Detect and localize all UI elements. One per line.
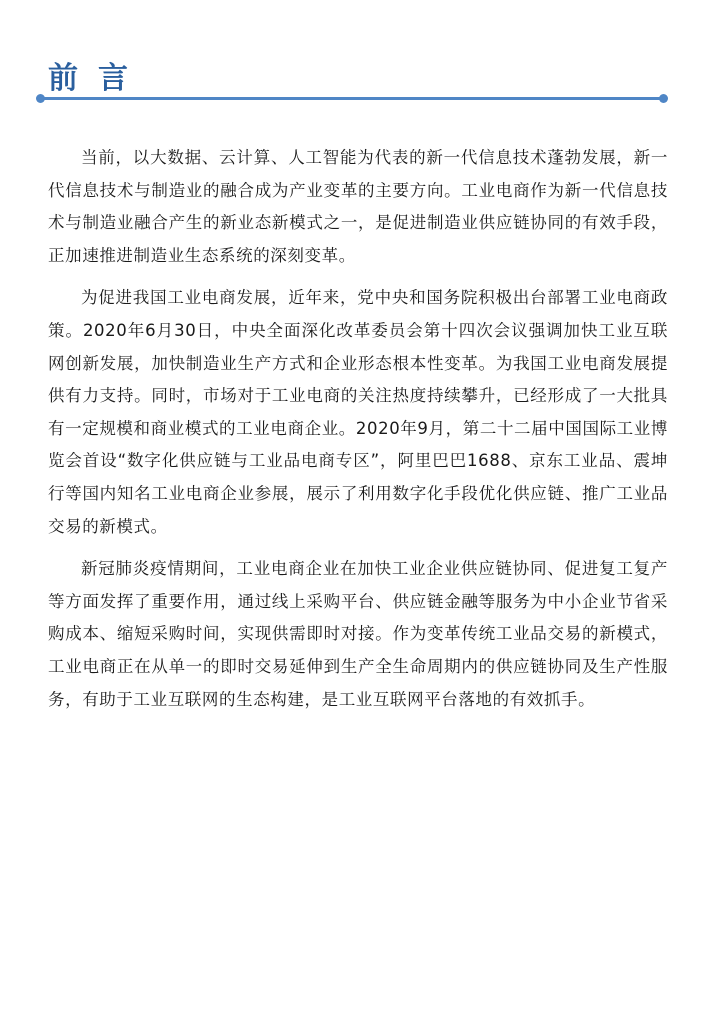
paragraph-2: 为促进我国工业电商发展，近年来，党中央和国务院积极出台部署工业电商政策。2020年6月30日，中央全面深化改革委员会第十四次会议强调加快工业互联网创新发展，加快制造业生产方式和企业形态根本性变革。为我国工业电商发展提供有力支持。同时，市场对于工业电商的关注热度持续攀升，已经形成了一大批具有一定规模和商业模式的工业电商企业。2020年9月，第二十二届中国国际工业博览会首设“数字化供应链与工业品电商专区”，阿里巴巴1688、京东工业品、震坤行等国内知名工业电商企业参展，展示了利用数字化手段优化供应链、推广工业品交易的新模式。	[48, 288, 668, 536]
underline-left-dot	[36, 94, 45, 103]
section-title: 前言	[48, 61, 148, 96]
underline-right-dot	[659, 94, 668, 103]
title-underline	[40, 97, 664, 100]
paragraph-1: 当前，以大数据、云计算、人工智能为代表的新一代信息技术蓬勃发展，新一代信息技术与制造业的融合成为产业变革的主要方向。工业电商作为新一代信息技术与制造业融合产生的新业态新模式之一，是促进制造业供应链协同的有效手段，正加速推进制造业生态系统的深刻变革。	[48, 148, 668, 265]
body-text	[48, 142, 668, 726]
paragraph-3: 新冠肺炎疫情期间，工业电商企业在加快工业企业供应链协同、促进复工复产等方面发挥了重要作用，通过线上采购平台、供应链金融等服务为中小企业节省采购成本、缩短采购时间，实现供需即时对接。作为变革传统工业品交易的新模式，工业电商正在从单一的即时交易延伸到生产全生命周期内的供应链协同及生产性服务，有助于工业互联网的生态构建，是工业互联网平台落地的有效抓手。	[48, 559, 668, 709]
